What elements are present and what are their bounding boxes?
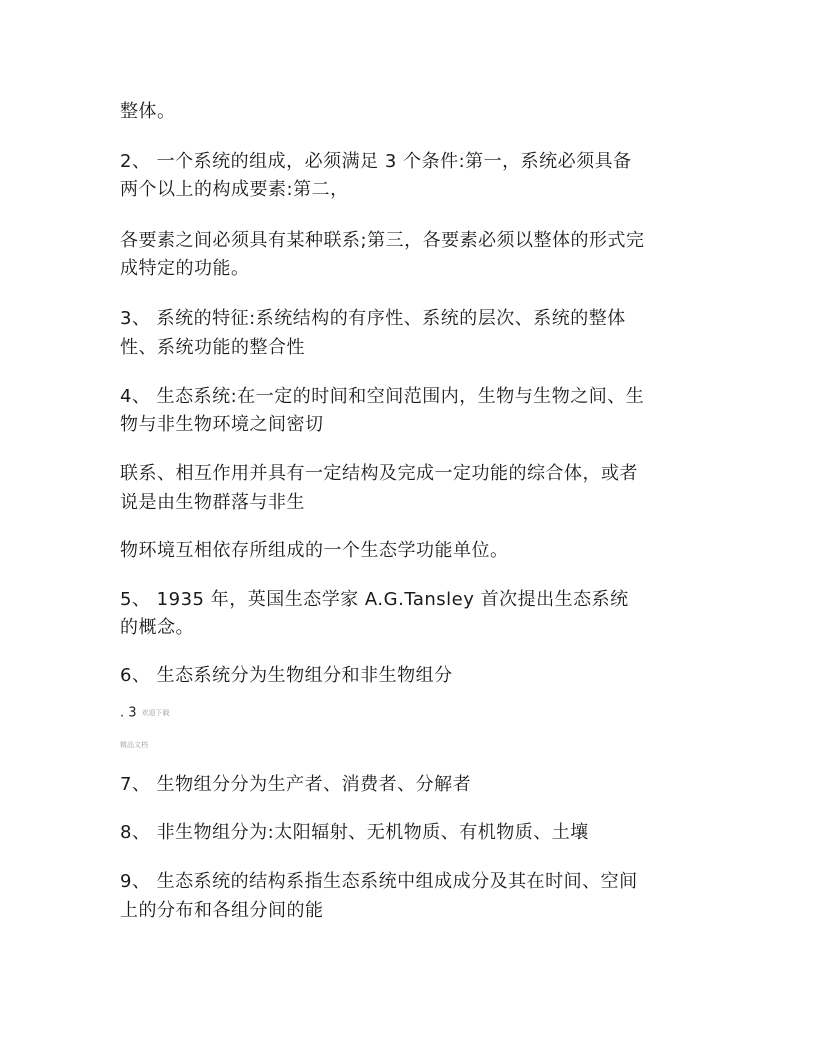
text-line: 2、 一个系统的组成，必须满足 3 个条件:第一，系统必须具备 xyxy=(120,151,632,172)
text-line: 各要素之间必须具有某种联系;第三，各要素必须以整体的形式完 xyxy=(120,230,645,251)
text-line: 成特定的功能。 xyxy=(120,258,250,279)
download-label: 欢迎下载 xyxy=(141,709,170,717)
text-line: 的概念。 xyxy=(120,617,194,638)
page-number xyxy=(120,704,170,723)
text-line: 性、系统功能的整合性 xyxy=(120,337,305,358)
text-line: 联系、相互作用并具有一定结构及完成一定功能的综合体，或者 xyxy=(120,463,638,484)
text-line: 8、 非生物组分为:太阳辐射、无机物质、有机物质、土壤 xyxy=(120,822,589,843)
text-line: 5、 1935 年，英国生态学家 A.G.Tansley 首次提出生态系统 xyxy=(120,589,629,610)
text-line: 物环境互相依存所组成的一个生态学功能单位。 xyxy=(120,540,509,561)
text-line: 3、 系统的特征:系统结构的有序性、系统的层次、系统的整体 xyxy=(120,308,626,329)
text-line: 物与非生物环境之间密切 xyxy=(120,414,324,435)
text-line: 两个以上的构成要素:第二， xyxy=(120,179,349,200)
text-line: 7、 生物组分分为生产者、消费者、分解者 xyxy=(120,774,472,795)
page-number-text: . 3 xyxy=(120,705,137,721)
text-line: 上的分布和各组分间的能 xyxy=(120,900,324,921)
doc-label: 精品文档 xyxy=(120,741,148,749)
text-line: 9、 生态系统的结构系指生态系统中组成成分及其在时间、空间 xyxy=(120,871,638,892)
text-line: 6、 生态系统分为生物组分和非生物组分 xyxy=(120,665,453,686)
text-line: 4、 生态系统:在一定的时间和空间范围内，生物与生物之间、生 xyxy=(120,386,645,407)
text-line: 整体。 xyxy=(120,101,176,122)
text-line: 说是由生物群落与非生 xyxy=(120,492,305,513)
